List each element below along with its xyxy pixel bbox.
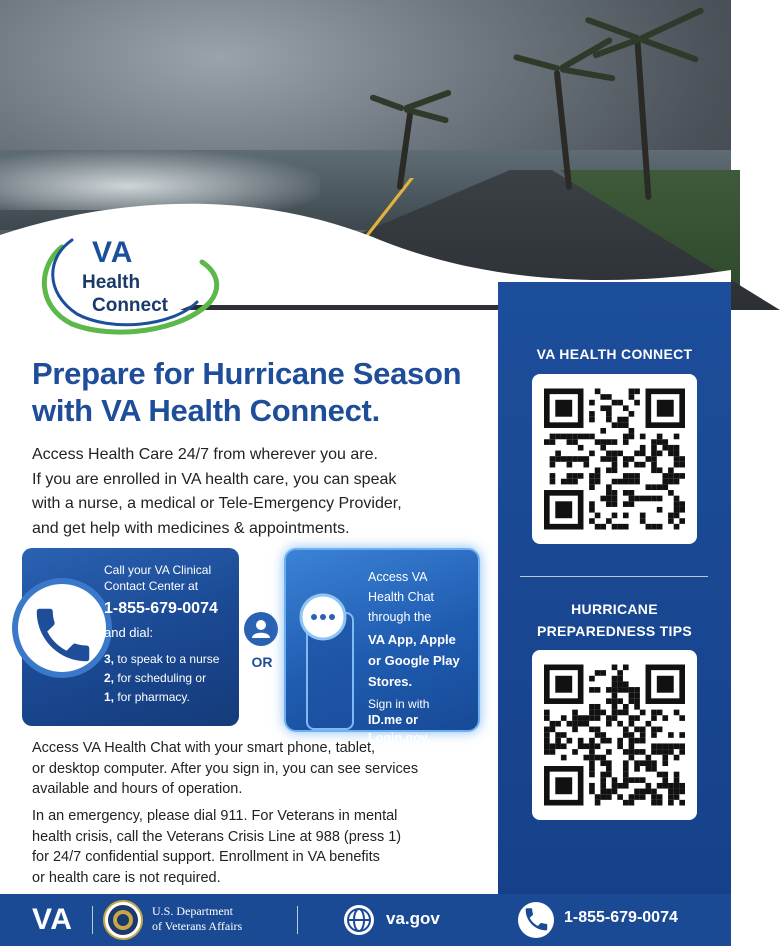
department-name-line: U.S. Department bbox=[152, 904, 233, 918]
emergency-paragraph bbox=[32, 806, 494, 888]
intro-line: If you are enrolled in VA health care, you can speak bbox=[32, 470, 397, 488]
or-label: OR bbox=[251, 654, 273, 670]
option-text: for pharmacy. bbox=[114, 690, 190, 704]
option-text: to speak to a nurse bbox=[114, 652, 220, 666]
website-link[interactable]: va.gov bbox=[386, 909, 440, 928]
palm-frond bbox=[639, 7, 705, 42]
va-seal-icon bbox=[103, 900, 143, 940]
footer-va-logo: VA bbox=[32, 903, 73, 936]
option-text: for scheduling or bbox=[114, 671, 207, 685]
va-health-connect-logo bbox=[32, 232, 222, 337]
footer-separator bbox=[297, 906, 298, 934]
health-chat-paragraph bbox=[32, 738, 494, 800]
page-title bbox=[32, 355, 492, 429]
paragraph-line: In an emergency, please dial 911. For Veterans in mental bbox=[32, 808, 398, 824]
palm-frond bbox=[559, 66, 615, 82]
dial-label: and dial: bbox=[104, 625, 154, 640]
palm-frond bbox=[513, 54, 561, 72]
qr2-title-line1: HURRICANE bbox=[571, 601, 658, 617]
dial-option-nurse bbox=[104, 650, 219, 668]
chat-card-highlight: Stores. bbox=[368, 674, 413, 689]
qr2-title-line2: PREPAREDNESS TIPS bbox=[537, 623, 692, 639]
chat-card-signin: Sign in with bbox=[368, 697, 430, 711]
palm-frond bbox=[639, 36, 699, 63]
chat-card-text: Access VA bbox=[368, 570, 428, 584]
paragraph-line: or desktop computer. After you sign in, you can see services bbox=[32, 760, 419, 777]
footer-separator bbox=[92, 906, 93, 934]
phone-icon bbox=[518, 902, 554, 938]
logo-health-text: Health bbox=[82, 272, 141, 293]
qr-code-hurricane-tips[interactable] bbox=[532, 650, 697, 820]
dial-option-pharmacy bbox=[104, 688, 190, 706]
chat-card-highlight: VA App, Apple bbox=[368, 632, 456, 647]
qr-side-panel bbox=[498, 282, 731, 894]
intro-line: Access Health Care 24/7 from wherever you are. bbox=[32, 446, 378, 463]
qr-code-va-health-connect[interactable] bbox=[532, 374, 697, 544]
page-title-line: Prepare for Hurricane Season bbox=[32, 356, 462, 391]
paragraph-line: or health care is not required. bbox=[32, 869, 221, 886]
intro-paragraph bbox=[32, 443, 494, 541]
page-title-line: with VA Health Connect. bbox=[32, 393, 380, 428]
paragraph-line: health crisis, call the Veterans Crisis Line at 988 (press 1) bbox=[32, 828, 402, 845]
qr-code-icon bbox=[544, 662, 685, 808]
footer-bar bbox=[0, 894, 731, 946]
phone-icon bbox=[28, 600, 98, 670]
paragraph-line: Access VA Health Chat with your smart phone, tablet, bbox=[32, 740, 376, 756]
option-number: 3, bbox=[104, 652, 115, 666]
call-center-number[interactable]: 1-855-679-0074 bbox=[104, 600, 218, 617]
paragraph-line: for 24/7 confidential support. Enrollment in VA benefits bbox=[32, 849, 380, 865]
qr-code-icon bbox=[544, 386, 685, 532]
intro-line: and get help with medicines & appointments. bbox=[32, 519, 350, 537]
option-number: 2, bbox=[104, 671, 115, 685]
panel-divider bbox=[520, 576, 708, 577]
chat-card-text: Health Chat bbox=[368, 590, 435, 604]
person-icon bbox=[244, 612, 278, 646]
footer-phone-number[interactable]: 1-855-679-0074 bbox=[564, 909, 678, 926]
call-center-text: Contact Center at bbox=[104, 579, 199, 593]
chat-card-text: through the bbox=[368, 610, 432, 624]
palm-frond bbox=[369, 94, 405, 112]
logo-va-text: VA bbox=[92, 236, 134, 269]
dial-option-scheduling bbox=[104, 669, 206, 687]
option-number: 1, bbox=[104, 690, 115, 704]
call-center-card bbox=[22, 548, 239, 726]
chat-card-highlight: or Google Play bbox=[368, 653, 460, 668]
globe-icon bbox=[342, 903, 376, 937]
paragraph-line: available and hours of operation. bbox=[32, 781, 243, 797]
logo-connect-text: Connect bbox=[92, 295, 168, 316]
health-chat-card bbox=[284, 548, 480, 745]
intro-line: with a nurse, a medical or Tele-Emergency Provider, bbox=[32, 495, 402, 512]
chat-card-signin-options: ID.me or Login.gov. bbox=[368, 713, 431, 745]
qr1-title: VA HEALTH CONNECT bbox=[536, 346, 693, 362]
chat-bubble-icon bbox=[298, 592, 348, 642]
call-center-text: Call your VA Clinical bbox=[104, 563, 212, 577]
department-name-line: of Veterans Affairs bbox=[152, 919, 243, 933]
